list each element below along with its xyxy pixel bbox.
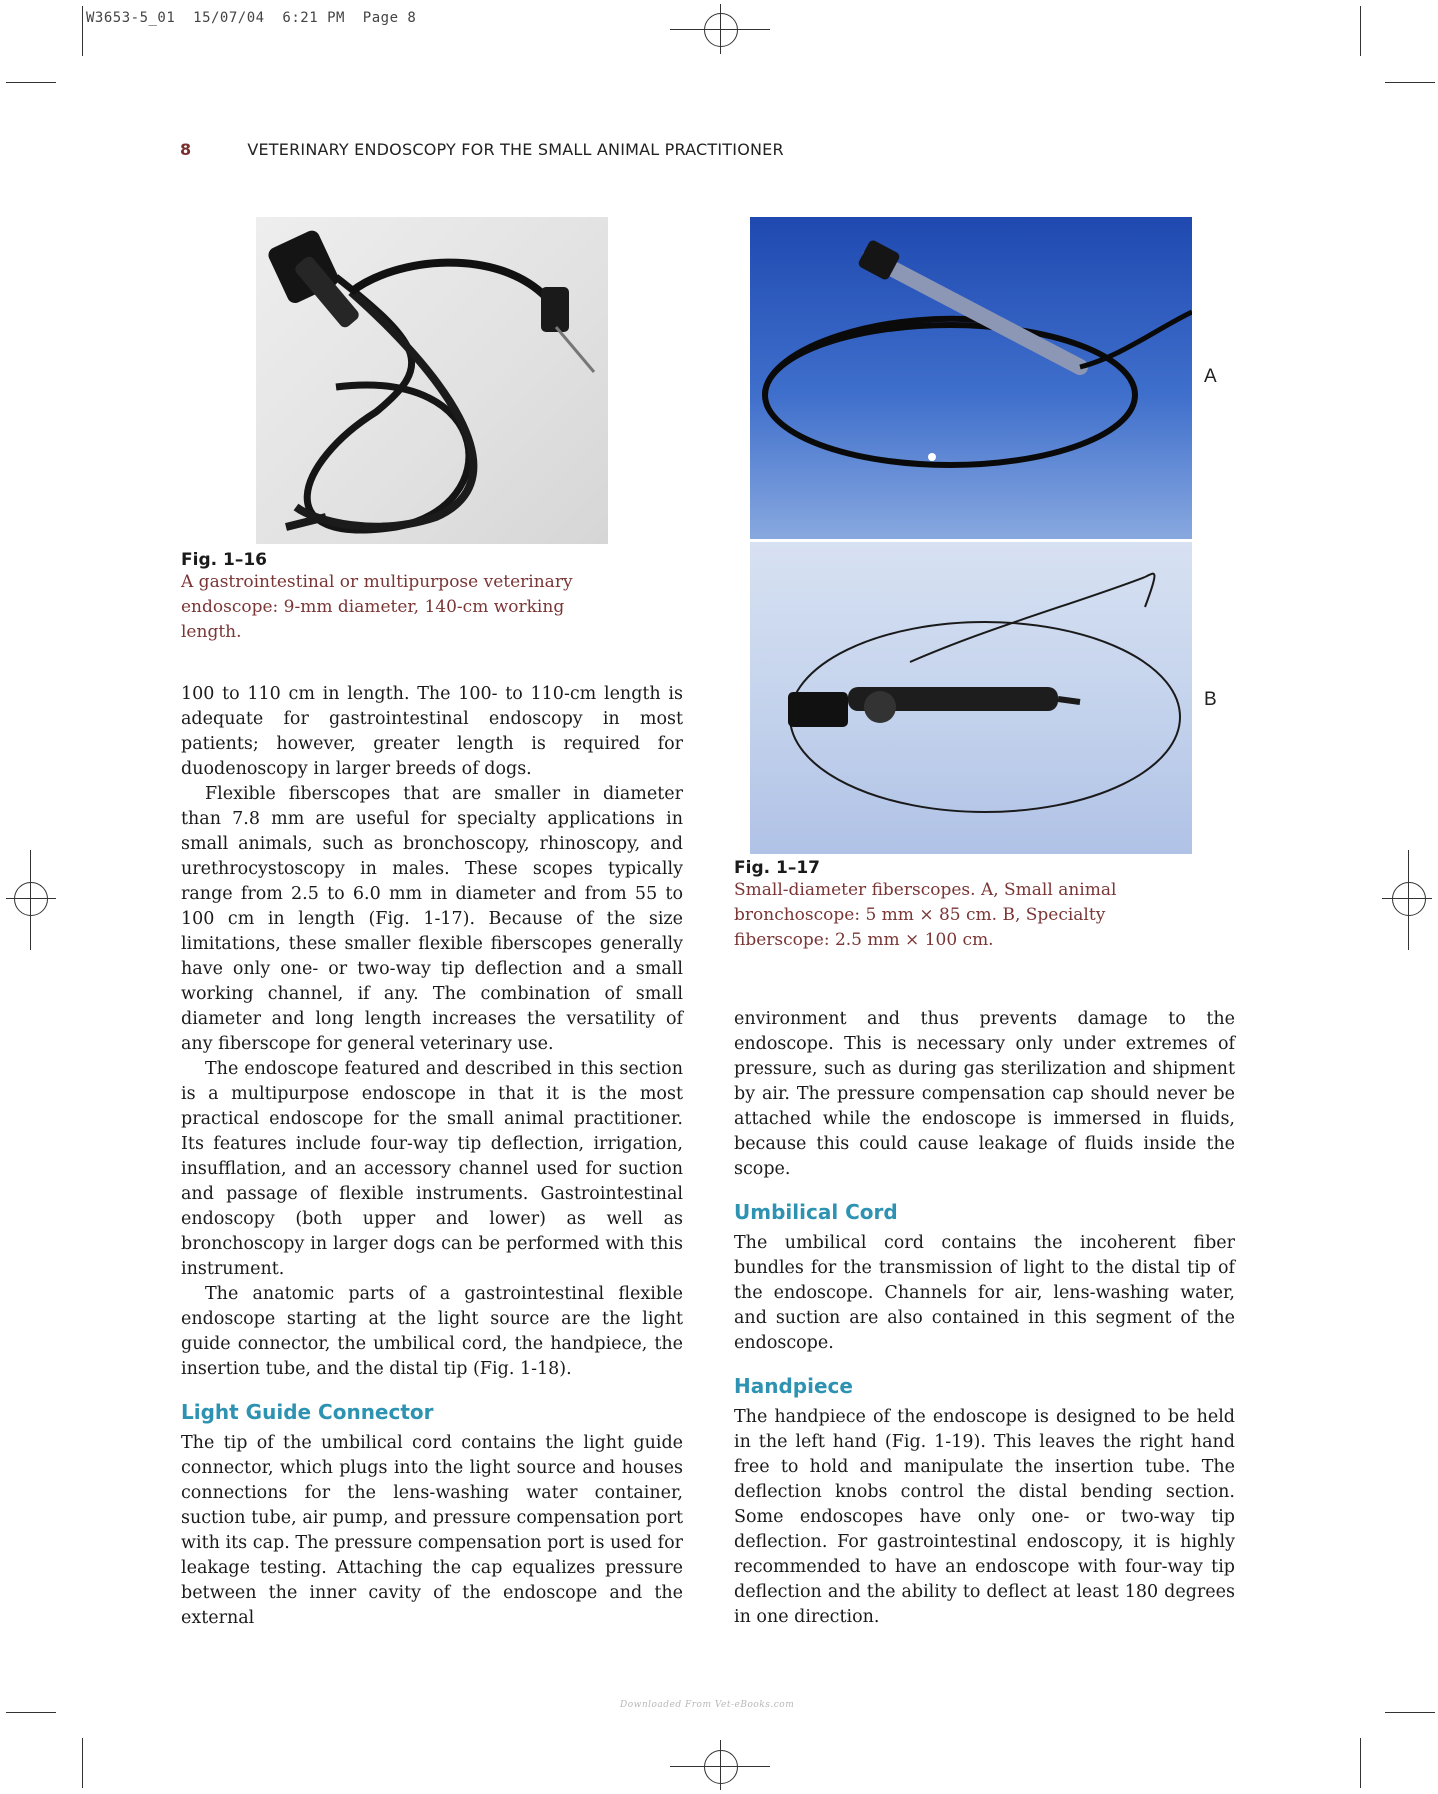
body-paragraph: The umbilical cord contains the incoherent fiber bundles for the transmission of light to the distal tip of the endoscope. Channels for air, lens-washing water, and suction are also contained in this segment of the endoscope. [734,1233,1235,1353]
left-column [181,682,683,1631]
running-head [180,140,784,159]
section-heading-light-guide-connector: Light Guide Connector [181,1400,434,1424]
figure-1-16-image [256,217,608,544]
body-paragraph: The handpiece of the endoscope is designed to be held in the left hand (Fig. 1-19). This leaves the right hand free to hold and manipulate the insertion tube. The deflection knobs control the distal bending section. Some endoscopes have only one- or two-way tip deflection. For gastrointestinal endoscopy, it is highly recommended to have an endoscope with four-way tip deflection and the ability to deflect at least 180 degrees in one direction. [734,1407,1235,1627]
page-number: 8 [180,140,192,159]
body-paragraph: The tip of the umbilical cord contains the light guide connector, which plugs into the light source and houses connections for the lens-washing water container, suction tube, air pump, and pressure compensation port with its cap. The pressure compensation port is used for leakage testing. Attaching the cap equalizes pressure between the inner cavity of the endoscope and the external [181,1433,683,1628]
body-paragraph: The anatomic parts of a gastrointestinal flexible endoscope starting at the light source are the light guide connector, the umbilical cord, the handpiece, the insertion tube, and the distal tip (Fig. 1-18). [181,1284,683,1379]
crop-mark [1385,82,1435,83]
section-heading-umbilical-cord: Umbilical Cord [734,1200,898,1224]
bronchoscope-illustration [750,217,1192,539]
figure-1-16-caption-block [181,550,601,645]
specialty-fiberscope-illustration [750,542,1192,854]
crop-mark [82,6,83,56]
crop-mark [1360,6,1361,56]
figure-1-17-label: Fig. 1–17 [734,858,820,878]
printer-slug: W3653-5_01 15/07/04 6:21 PM Page 8 [86,10,417,26]
figure-1-17-caption-block [734,858,1154,953]
section-heading-handpiece: Handpiece [734,1374,853,1398]
figure-1-17-caption: Small-diameter fiberscopes. A, Small animal bronchoscope: 5 mm × 85 cm. B, Specialty fiberscope: 2.5 mm × 100 cm. [734,880,1117,950]
figure-1-16-caption: A gastrointestinal or multipurpose veterinary endoscope: 9-mm diameter, 140-cm working length. [181,572,573,642]
crop-mark [6,82,56,83]
body-paragraph: The endoscope featured and described in this section is a multipurpose endoscope in that it is the most practical endoscope for the small animal practitioner. Its features include four-way tip deflection, irrigation, insufflation, and an accessory channel used for suction and passage of flexible instruments. Gastrointestinal endoscopy (both upper and lower) as well as bronchoscopy in larger dogs can be performed with this instrument. [181,1059,683,1279]
crop-mark [1360,1738,1361,1788]
panel-label-a: A [1204,366,1217,387]
body-paragraph: environment and thus prevents damage to the endoscope. This is necessary only under extremes of pressure, such as during gas sterilization and shipment by air. The pressure compensation cap should never be attached while the endoscope is immersed in fluids, because this could cause leakage of fluids inside the scope. [734,1009,1235,1179]
body-paragraph: Flexible fiberscopes that are smaller in diameter than 7.8 mm are useful for specialty applications in small animals, such as bronchoscopy, rhinoscopy, and urethrocystoscopy in males. These scopes typically range from 2.5 to 6.0 mm in diameter and from 55 to 100 cm in length (Fig. 1-17). Because of the size limitations, these smaller flexible fiberscopes generally have only one- or two-way tip deflection and a small working channel, if any. The combination of small diameter and long length increases the versatility of any fiberscope for general veterinary use. [181,784,683,1054]
crop-mark [6,1712,56,1713]
body-paragraph: 100 to 110 cm in length. The 100- to 110-cm length is adequate for gastrointestinal endoscopy in most patients; however, greater length is required for duodenoscopy in larger breeds of dogs. [181,684,683,779]
gastro-endoscope-illustration [256,217,608,544]
figure-1-17a-image [750,217,1192,539]
figure-1-17b-image [750,542,1192,854]
download-watermark: Downloaded From Vet-eBooks.com [620,1700,795,1710]
figure-1-16-label: Fig. 1–16 [181,550,267,570]
crop-mark [1385,1712,1435,1713]
right-column [734,1007,1235,1630]
panel-label-b: B [1204,689,1217,710]
crop-mark [82,1738,83,1788]
running-head-title: VETERINARY ENDOSCOPY FOR THE SMALL ANIMAL PRACTITIONER [247,140,784,159]
